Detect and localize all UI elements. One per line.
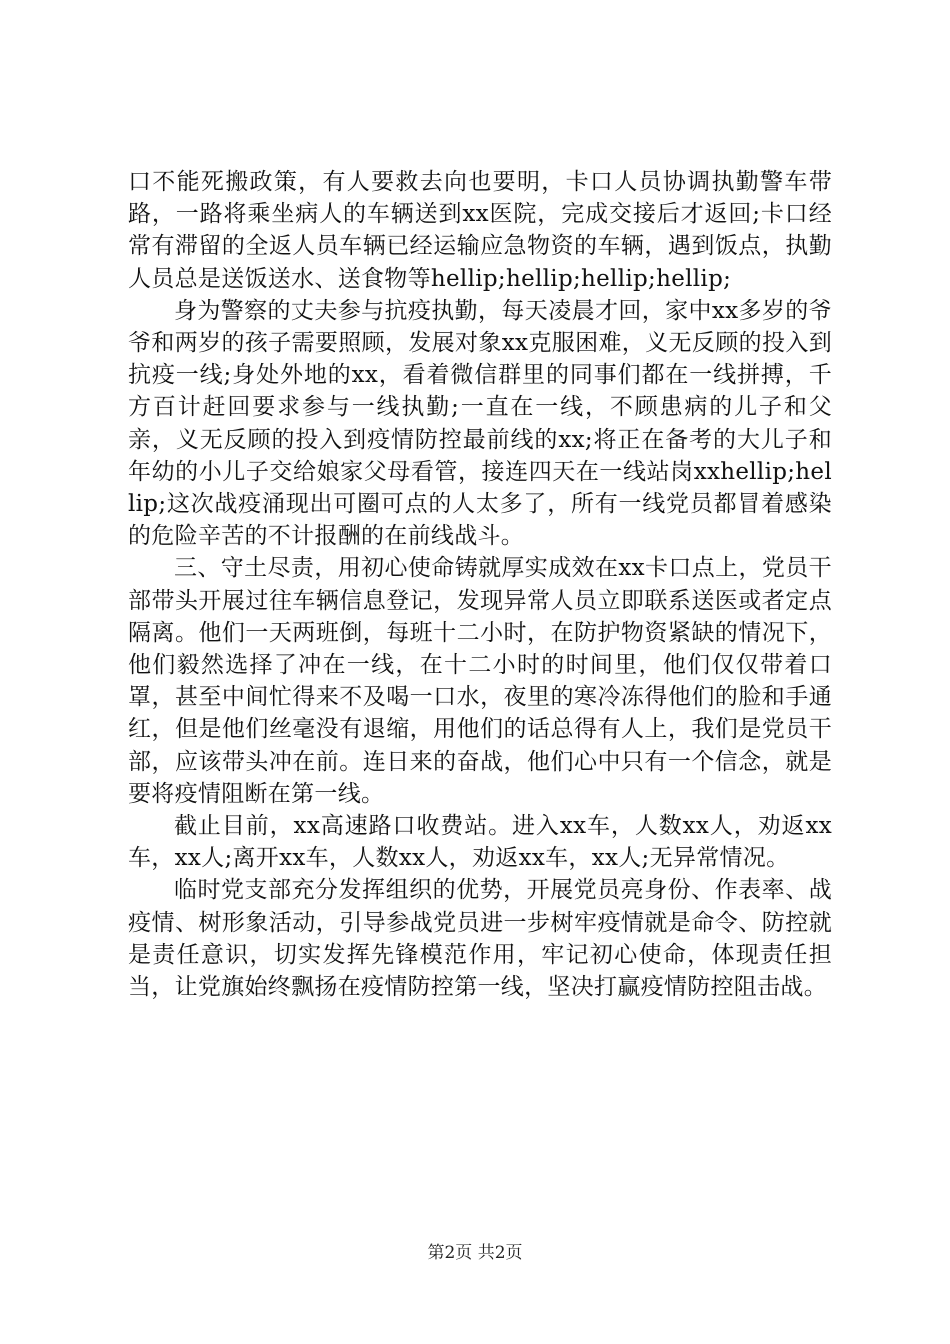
paragraph-party-branch: 临时党支部充分发挥组织的优势，开展党员亮身份、作表率、战疫情、树形象活动，引导参战党员进一步树牢疫情就是命令、防控就是责任意识，切实发挥先锋模范作用，牢记初心使命，体现责任担当，让党旗始终飘扬在疫情防控第一线，坚决打赢疫情防控阻击战。 bbox=[128, 877, 832, 1001]
paragraph-continued: 口不能死搬政策，有人要救去向也要明，卡口人员协调执勤警车带路，一路将乘坐病人的车辆送到xx医院，完成交接后才返回;卡口经常有滞留的全返人员车辆已经运输应急物资的车辆，遇到饭点，执勤人员总是送饭送水、送食物等hellip;hellip;hellip;hellip; bbox=[128, 169, 832, 292]
document-body bbox=[128, 166, 832, 1003]
paragraph-police-husband: 身为警察的丈夫参与抗疫执勤，每天凌晨才回，家中xx多岁的爷爷和两岁的孩子需要照顾，发展对象xx克服困难，义无反顾的投入到抗疫一线;身处外地的xx，看着微信群里的同事们都在一线拼搏，千方百计赶回要求参与一线执勤;一直在一线，不顾患病的儿子和父亲，义无反顾的投入到疫情防控最前线的xx;将正在备考的大儿子和年幼的小儿子交给娘家父母看管，接连四天在一线站岗xxhellip;hellip;这次战疫涌现出可圈可点的人太多了，所有一线党员都冒着感染的危险辛苦的不计报酬的在前线战斗。 bbox=[128, 297, 832, 550]
paragraph-section-three: 三、守土尽责，用初心使命铸就厚实成效在xx卡口点上，党员干部带头开展过往车辆信息登记，发现异常人员立即联系送医或者定点隔离。他们一天两班倒，每班十二小时，在防护物资紧缺的情况下，他们毅然选择了冲在一线，在十二小时的时间里，他们仅仅带着口罩，甚至中间忙得来不及喝一口水，夜里的寒冷冻得他们的脸和手通红，但是他们丝毫没有退缩，用他们的话总得有人上，我们是党员干部，应该带头冲在前。连日来的奋战，他们心中只有一个信念，就是要将疫情阻断在第一线。 bbox=[128, 555, 832, 807]
paragraph-statistics: 截止目前，xx高速路口收费站。进入xx车，人数xx人，劝返xx车，xx人;离开xx车，人数xx人，劝返xx车，xx人;无异常情况。 bbox=[128, 813, 832, 872]
page-footer: 第2页 共2页 bbox=[427, 1243, 523, 1263]
